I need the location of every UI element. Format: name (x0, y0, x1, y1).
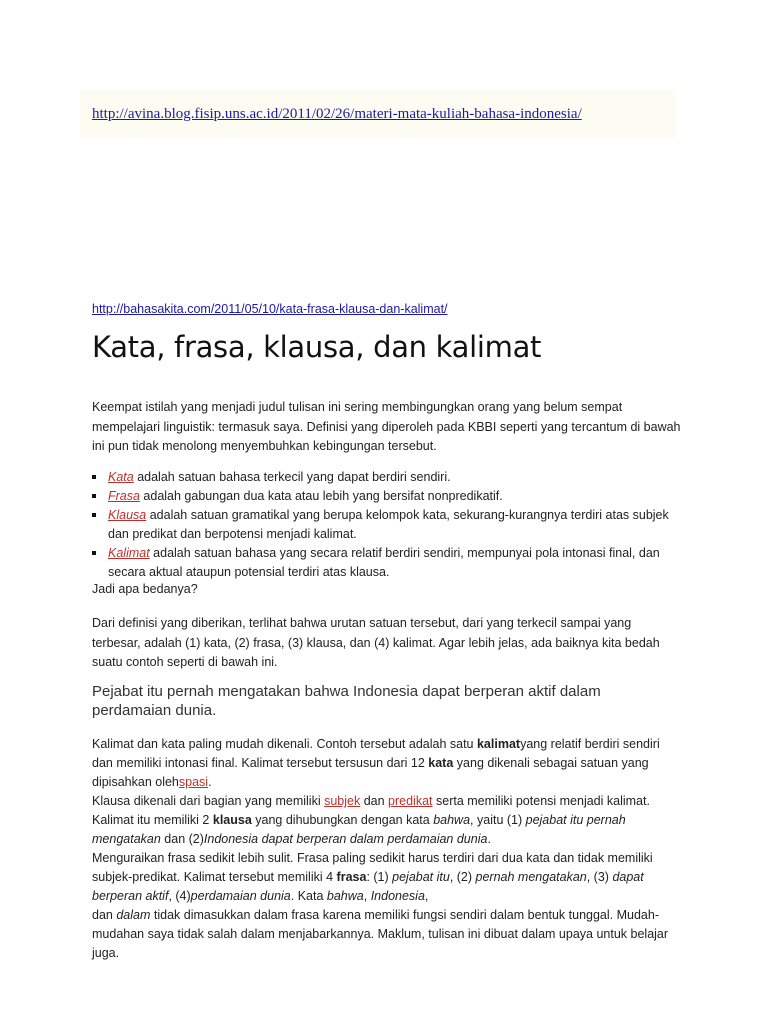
term-link-kata[interactable]: Kata (108, 470, 134, 484)
source-link-avina[interactable]: http://avina.blog.fisip.uns.ac.id/2011/02/26/materi-mata-kuliah-bahasa-indonesia/ (92, 106, 582, 122)
definition-list (92, 468, 693, 582)
definition-text: adalah satuan bahasa yang secara relatif berdiri sendiri, mempunyai pola intonasi final, dan secara aktual ataupun potensial terdiri atas klausa. (108, 546, 660, 579)
italic-phrase: Indonesia (370, 889, 425, 903)
text-segment: yang relatif berdiri sendiri dan memiliki intonasi final. Kalimat tersebut tersusun dari 12 (92, 737, 660, 770)
italic-phrase: pejabat itu (392, 870, 450, 884)
italic-phrase: bahwa (433, 813, 471, 827)
definition-text: adalah satuan gramatikal yang berupa kelompok kata, sekurang-kurangnya terdiri atas subjek dan predikat dan berpotensi menjadi kalimat. (108, 508, 669, 541)
text-segment: dan (92, 908, 117, 922)
analysis-paragraph (92, 735, 682, 963)
article-title: Kata, frasa, klausa, dan kalimat (92, 330, 542, 364)
text-segment: dan (360, 794, 389, 808)
term-link-klausa[interactable]: Klausa (108, 508, 147, 522)
definition-item (108, 487, 693, 506)
explanation-paragraph: Dari definisi yang diberikan, terlihat bahwa urutan satuan tersebut, dari yang terkecil sampai yang terbesar, adalah (1) kata, (2) frasa, (3) klausa, dan (4) kalimat. Agar lebih jelas, ada baiknya kita bedah suatu contoh seperti di bawah ini. (92, 616, 660, 669)
definition-item (108, 544, 693, 582)
term-link-predikat[interactable]: predikat (388, 794, 433, 808)
text-segment: . Kata (290, 889, 327, 903)
text-segment: yang dikenali sebagai satuan yang dipisahkan oleh (92, 756, 649, 789)
question-text: Jadi apa bedanya? (92, 582, 198, 596)
text-segment: Kalimat dan kata paling mudah dikenali. Contoh tersebut adalah satu (92, 737, 477, 751)
text-segment: , (2) (449, 870, 476, 884)
italic-phrase: Indonesia dapat berperan dalam perdamaian dunia (203, 832, 488, 846)
text-segment: , yaitu (1) (470, 813, 526, 827)
term-link-frasa[interactable]: Frasa (108, 489, 140, 503)
source-link-bahasakita[interactable]: http://bahasakita.com/2011/05/10/kata-frasa-klausa-dan-kalimat/ (92, 302, 448, 316)
italic-phrase: pernah mengatakan (475, 870, 587, 884)
text-segment: , (363, 889, 371, 903)
text-segment: . (208, 775, 212, 789)
text-segment: tidak dimasukkan dalam frasa karena memiliki fungsi sendiri dalam bentuk tunggal. Mudah-mudahan saya tidak salah dalam menjabarkannya. Maklum, tulisan ini dibuat dalam upaya untuk belajar juga. (92, 908, 669, 960)
text-segment: . (487, 832, 491, 846)
text-segment: , (3) (586, 870, 613, 884)
definition-text: adalah gabungan dua kata atau lebih yang bersifat nonpredikatif. (139, 489, 503, 503)
text-segment: , (424, 889, 429, 903)
text-segment: serta memiliki potensi menjadi kalimat. Kalimat itu memiliki 2 (92, 794, 650, 827)
text-segment: dan (2) (160, 832, 204, 846)
italic-phrase: dalam (116, 908, 151, 922)
bold-term: kata (428, 756, 454, 770)
italic-phrase: pejabat itu pernah mengatakan (92, 813, 626, 846)
bold-term: kalimat (476, 737, 521, 751)
definition-text: adalah satuan bahasa terkecil yang dapat berdiri sendiri. (133, 470, 451, 484)
bold-term: klausa (212, 813, 252, 827)
italic-phrase: dapat berperan aktif (92, 870, 644, 903)
term-link-kalimat[interactable]: Kalimat (108, 546, 150, 560)
text-segment: Menguraikan frasa sedikit lebih sulit. Frasa paling sedikit harus terdiri dari dua kata dan tidak memiliki subjek-predikat. Kalimat tersebut memiliki 4 (92, 851, 653, 884)
text-segment: , (4) (168, 889, 191, 903)
italic-phrase: perdamaian dunia (190, 889, 291, 903)
italic-phrase: bahwa (326, 889, 364, 903)
bold-term: frasa (336, 870, 367, 884)
example-sentence: Pejabat itu pernah mengatakan bahwa Indonesia dapat berperan aktif dalam perdamaian dunia. (92, 683, 601, 719)
term-link-subjek[interactable]: subjek (324, 794, 361, 808)
intro-paragraph: Keempat istilah yang menjadi judul tulisan ini sering membingungkan orang yang belum sempat mempelajari linguistik: termasuk saya. Definisi yang diperoleh pada KBBI seperti yang tercantum di bawah ini pun tidak menolong menyembuhkan kebingungan tersebut. (92, 400, 681, 453)
text-segment: yang dihubungkan dengan kata (251, 813, 434, 827)
definition-item (108, 506, 693, 544)
text-segment: : (1) (366, 870, 393, 884)
definition-item (108, 468, 693, 487)
text-segment: Klausa dikenali dari bagian yang memiliki (92, 794, 325, 808)
term-link-spasi[interactable]: spasi (178, 775, 209, 789)
